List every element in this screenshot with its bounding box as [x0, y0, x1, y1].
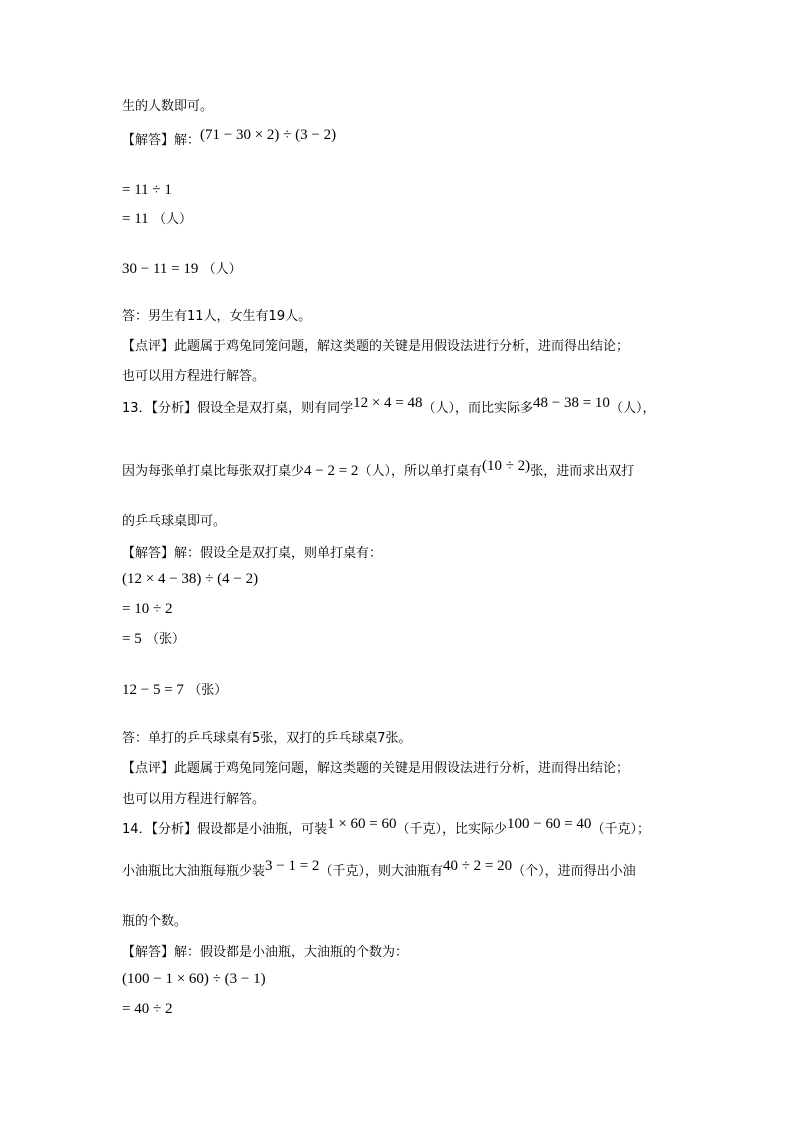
p13-comment-tag: 【点评】: [122, 761, 175, 776]
p14-number: 14．: [122, 822, 152, 837]
p13-analysis-line-2: 因为每张单打桌比每张双打桌少4 − 2 = 2（人），所以单打桌有(10 ÷ 2)张，进而求出双打: [122, 458, 635, 479]
p13-jieda-tag: 【解答】: [122, 546, 175, 561]
p12-expression: (71 − 30 × 2) ÷ (3 − 2): [200, 127, 337, 143]
p13-analysis-line-3: 的乒乓球桌即可。: [122, 514, 227, 529]
p12-step-1: = 11 ÷ 1: [122, 182, 172, 198]
p12-comment-cont: 也可以用方程进行解答。: [122, 369, 266, 384]
p14-analysis-line-1: 14．【分析】假设都是小油瓶，可装1 × 60 = 60（千克），比实际少100 − 60 = 40（千克）；: [122, 816, 650, 837]
p13-step-1: = 10 ÷ 2: [122, 601, 173, 617]
p12-solution-line: [122, 127, 337, 148]
p13-step-2: = 5 （张）: [122, 631, 186, 647]
p12-analysis-end: 生的人数即可。: [122, 99, 214, 114]
p14-expression: (100 − 1 × 60) ÷ (3 − 1): [122, 971, 266, 987]
p12-step-2: = 11 （人）: [122, 211, 192, 227]
p13-fenxi-tag: 【分析】: [151, 401, 198, 416]
p12-comment: 【点评】此题属于鸡兔同笼问题，解这类题的关键是用假设法进行分析，进而得出结论；: [122, 339, 630, 354]
p13-answer: 答：单打的乒乓球桌有5张，双打的乒乓球桌7张。: [122, 731, 412, 746]
p13-number: 13．: [122, 401, 152, 416]
p13-step-3: 12 − 5 = 7 （张）: [122, 682, 228, 698]
p13-expression: (12 × 4 − 38) ÷ (4 − 2): [122, 571, 259, 587]
p13-solution-intro: 【解答】解：假设全是双打桌，则单打桌有：: [122, 546, 383, 561]
p13-analysis-line-1: 13．【分析】假设全是双打桌，则有同学12 × 4 = 48（人），而比实际多48 − 38 = 10（人），: [122, 395, 656, 416]
p13-comment: 【点评】此题属于鸡兔同笼问题，解这类题的关键是用假设法进行分析，进而得出结论；: [122, 761, 630, 776]
p14-analysis-line-2: 小油瓶比大油瓶每瓶少装3 − 1 = 2（千克），则大油瓶有40 ÷ 2 = 20（个），进而得出小油: [122, 858, 636, 879]
p12-answer: 答：男生有11人，女生有19人。: [122, 309, 312, 324]
p14-solution-intro: 【解答】解：假设都是小油瓶，大油瓶的个数为：: [122, 945, 409, 960]
p12-comment-tag: 【点评】: [122, 339, 175, 354]
p14-analysis-line-3: 瓶的个数。: [122, 914, 188, 929]
p14-step-1: = 40 ÷ 2: [122, 1001, 173, 1017]
p14-fenxi-tag: 【分析】: [151, 822, 198, 837]
p12-step-3: 30 − 11 = 19 （人）: [122, 261, 242, 277]
p12-jieda-tag: 【解答】解：: [122, 133, 201, 148]
p14-jieda-tag: 【解答】: [122, 945, 175, 960]
p13-comment-cont: 也可以用方程进行解答。: [122, 792, 266, 807]
